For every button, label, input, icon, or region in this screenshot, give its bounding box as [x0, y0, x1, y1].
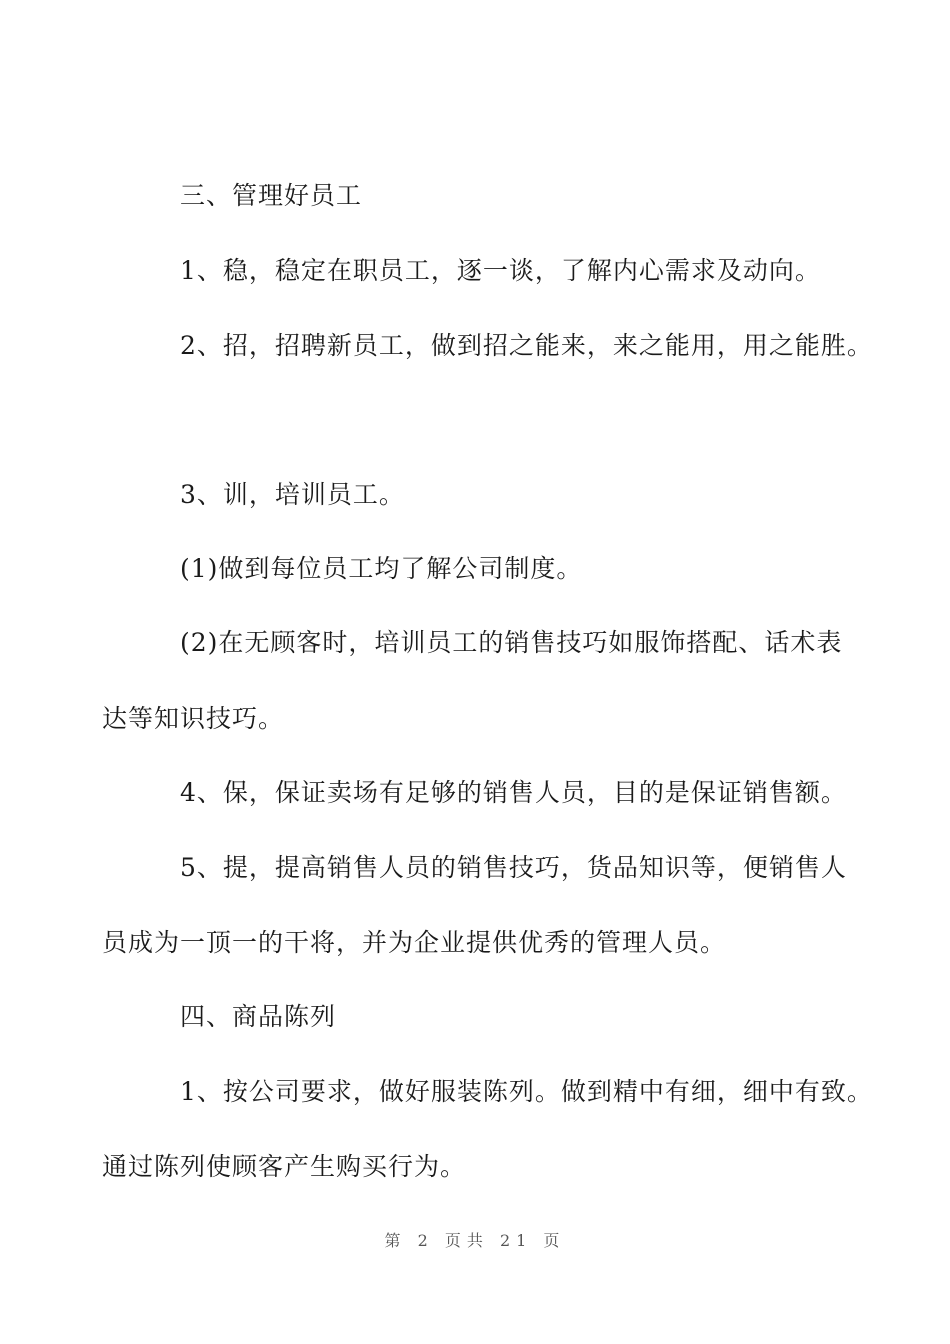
section-heading-3: 三、管理好员工 [180, 181, 363, 210]
paragraph-line: 1、稳，稳定在职员工，逐一谈，了解内心需求及动向。 [180, 256, 821, 285]
paragraph-line: 4、保，保证卖场有足够的销售人员，目的是保证销售额。 [180, 778, 847, 807]
page-number-footer: 第 2 页共 21 页 [384, 1231, 566, 1250]
paragraph-line: 5、提，提高销售人员的销售技巧，货品知识等，便销售人 [180, 853, 847, 882]
paragraph-line: (1)做到每位员工均了解公司制度。 [180, 554, 583, 583]
paragraph-line: 通过陈列使顾客产生购买行为。 [102, 1152, 467, 1181]
paragraph-line: 员成为一顶一的干将，并为企业提供优秀的管理人员。 [102, 928, 727, 957]
section-heading-4: 四、商品陈列 [180, 1002, 337, 1031]
paragraph-line: 2、招，招聘新员工，做到招之能来，来之能用，用之能胜。 [180, 331, 873, 360]
paragraph-line: 1、按公司要求，做好服装陈列。做到精中有细，细中有致。 [180, 1077, 873, 1106]
paragraph-line: 达等知识技巧。 [102, 704, 285, 733]
paragraph-line: (2)在无顾客时，培训员工的销售技巧如服饰搭配、话术表 [180, 628, 843, 657]
paragraph-line: 3、训，培训员工。 [180, 480, 405, 509]
